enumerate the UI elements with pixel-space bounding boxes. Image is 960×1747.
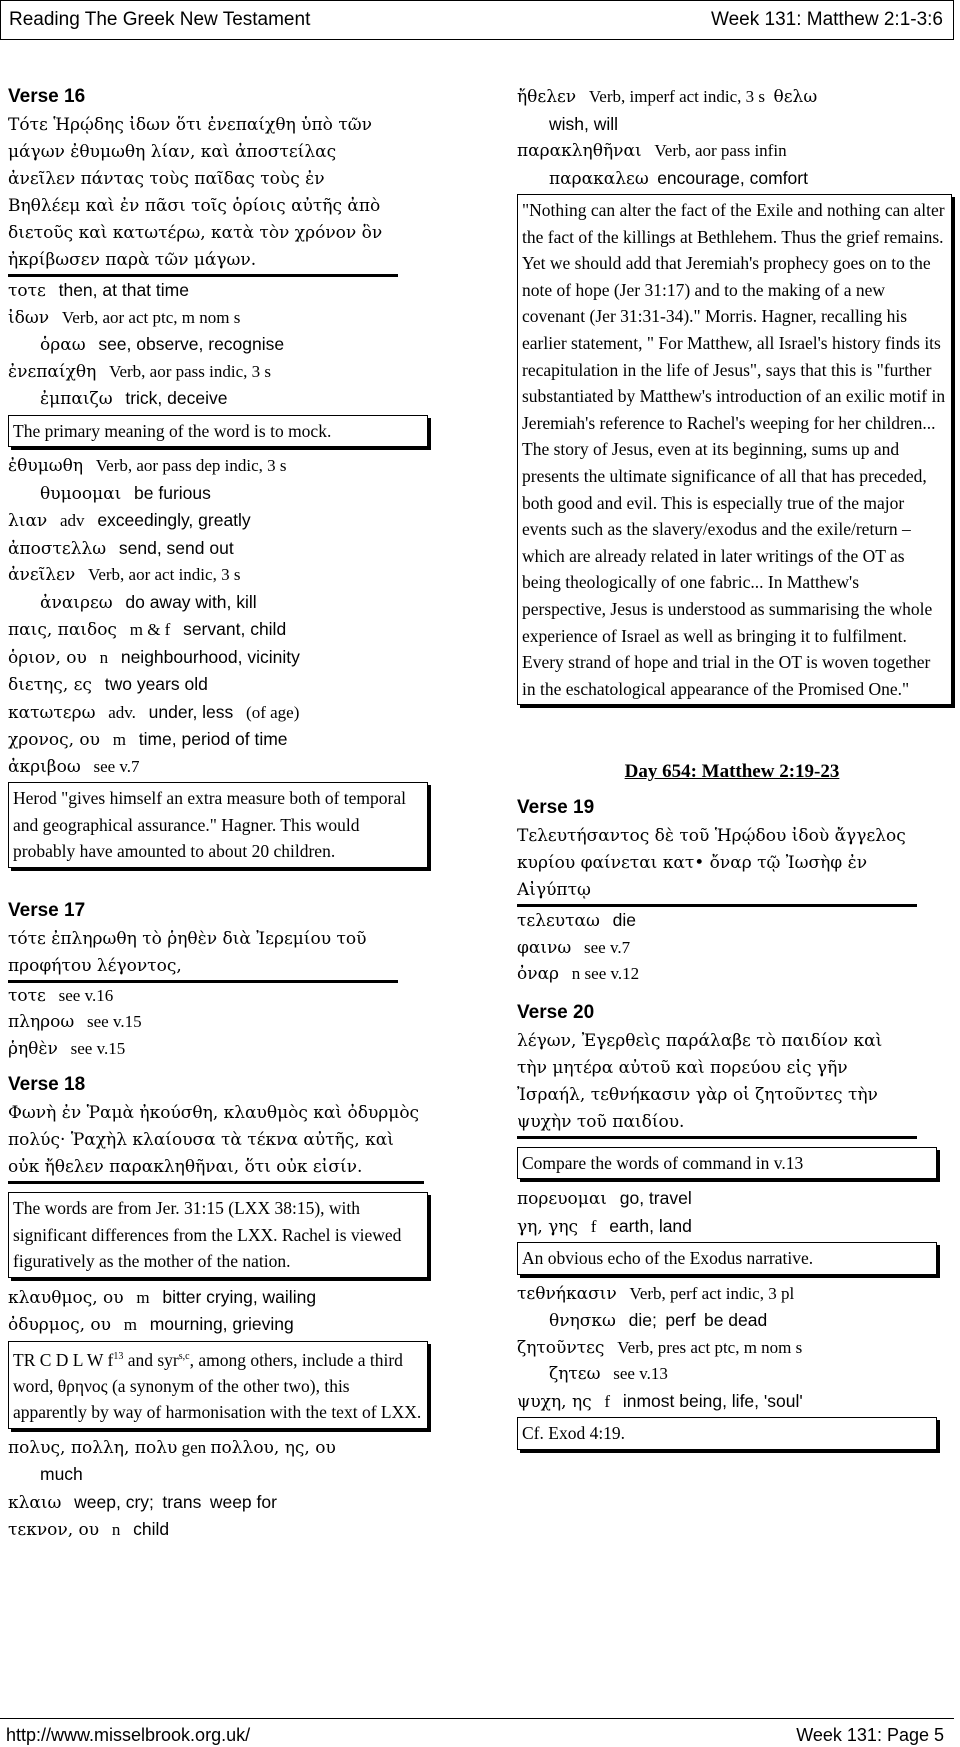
vocab-zetountes-meaning: ζητεω see v.13: [549, 1364, 668, 1385]
vocab-ethelen-meaning: wish, will: [549, 113, 619, 134]
verse18-note2: TR C D L W $f^{13}$ and syr$^{s,c}$, among others, include a third word, θρηνος (a synonym of the other two), this apparently by way of harmonisation with the text of LXX.: [8, 1341, 428, 1429]
vocab-row: ἰδων Verb, aor act ptc, m nom s: [8, 307, 241, 328]
verse16-note2: Herod "gives himself an extra measure both of temporal and geographical assurance." Hagner. This would probably have amounted to about 20 children.: [8, 782, 428, 868]
verse18-text: Φωνὴ ἐν Ῥαμὰ ἠκούσθη, κλαυθμὸς καὶ ὀδυρμὸς πολύς· Ῥαχὴλ κλαίουσα τὰ τέκνα αὐτῆς, καὶ οὐκ ἤθελεν παρακληθῆναι, ὅτι οὐκ εἰσίν.: [8, 1100, 424, 1184]
vocab-teknon: τεκνον, ου n child: [8, 1519, 170, 1541]
verse20-note3: Cf. Exod 4:19.: [517, 1417, 937, 1450]
vocab-row: τοτε then, at that time: [8, 280, 189, 301]
vocab-row-meaning: ὁραω see, observe, recognise: [40, 334, 285, 355]
vocab-row-meaning: θυμοομαι be furious: [40, 482, 211, 504]
vocab-row-meaning: ἀναιρεω do away with, kill: [40, 591, 257, 613]
verse20-vocab-a: [517, 1185, 947, 1240]
vocab-row: κλαυθμος, ου m bitter crying, wailing: [8, 1286, 317, 1308]
footer-page: Week 131: Page 5: [796, 1725, 944, 1745]
vocab-ethelen: ἤθελεν Verb, imperf act indic, 3 s θελω: [517, 87, 818, 107]
vocab-row: ἐθυμωθη Verb, aor pass dep indic, 3 s: [8, 456, 287, 476]
vocab-row: ῥηθὲν see v.15: [8, 1038, 126, 1059]
vocab-row: τοτε see v.16: [8, 985, 114, 1006]
vocab-paraklethenai: παρακληθῆναι Verb, aor pass infin: [517, 141, 787, 161]
left-column: [8, 86, 438, 1544]
verse16-heading: Verse 16: [8, 86, 86, 107]
vocab-paraklethenai-meaning: παρακαλεω encourage, comfort: [549, 167, 808, 189]
right-commentary-note: "Nothing can alter the fact of the Exile and nothing can alter the fact of the killings at Bethlehem. Thus the grief remains. Yet we should add that Jeremiah's prophecy goes on to the note of hope (Jer 31:17) and to the making of a new covenant (Jer 31:31-34)." Morris. Hagner, recalling his earlier statement, " For Matthew, all Israel's history finds its recapitulation in the life of Jesus", says that this is "further substantiated by Matthew's introduction of an exilic motif in Jeremiah's reference to Rachel's weeping for her children... The story of Jesus, even at its beginning, sums up and presents the ultimate significance of all that has preceded, both good and evil. This is especially true of the major events such as the slavery/exodus and the exile/return – which are already related in later writings of the OT as being theologically of one fabric... In Matthew's perspective, Jesus is understood as summarising the whole experience of Israel as well as bringing it to fulfilment. Every strand of hope and trial in the OT is woven together in the eschatological appearance of the Promised One.": [517, 194, 952, 705]
verse19-vocab: [517, 907, 947, 988]
vocab-row: ὀναρ n see v.12: [517, 964, 640, 985]
vocab-row: ἀνεῖλεν Verb, aor act indic, 3 s: [8, 565, 241, 585]
vocab-row: ὁριον, ου n neighbourhood, vicinity: [8, 646, 300, 668]
verse17-text: τότε ἐπληρωθη τὸ ῥηθὲν διὰ Ἰερεμίου τοῦ προφήτου λέγοντος,: [8, 926, 398, 983]
vocab-klaio: κλαιω weep, cry; trans weep for: [8, 1491, 277, 1513]
verse19-heading: Verse 19: [517, 797, 595, 819]
header-week: Week 131: Matthew 2:1-3:6: [711, 9, 943, 30]
vocab-row: ἐνεπαίχθη Verb, aor pass indic, 3 s: [8, 361, 272, 382]
verse19-text: Τελευτήσαντος δὲ τοῦ Ἡρῴδου ἰδοὺ ἄγγελος κυρίου φαίνεται κατ• ὄναρ τῷ Ἰωσὴφ ἐν Αἰγύπτῳ: [517, 823, 917, 907]
vocab-zetountes: ζητοῦντες Verb, pres act ptc, m nom s: [517, 1337, 803, 1358]
vocab-row: χρονος, ου m time, period of time: [8, 729, 288, 750]
footer-url: http://www.misselbrook.org.uk/: [6, 1725, 251, 1745]
vocab-polus-meaning: much: [40, 1464, 83, 1485]
verse20-text: λέγων, Ἐγερθεὶς παράλαβε τὸ παιδίον καὶ τὴν μητέρα αὐτοῦ καὶ πορεύου εἰς γῆν Ἰσραήλ, τεθνήκασιν γὰρ οἱ ζητοῦντες τὴν ψυχὴν τοῦ παιδίου.: [517, 1028, 917, 1139]
vocab-row: κατωτερω adv. under, less (of age): [8, 701, 300, 723]
verse18-heading: Verse 18: [8, 1074, 86, 1095]
right-column: [517, 84, 947, 1456]
vocab-row: φαινω see v.7: [517, 937, 631, 958]
vocab-row-meaning: ἐμπαιζω trick, deceive: [40, 388, 228, 409]
vocab-row: λιαν adv exceedingly, greatly: [8, 510, 251, 531]
verse18-vocab-a: [8, 1284, 438, 1339]
vocab-row: τελευταω die: [517, 910, 636, 932]
vocab-row: πληροω see v.15: [8, 1012, 142, 1032]
verse16-vocab-a: [8, 277, 438, 413]
page-header: [0, 0, 954, 40]
vocab-row: γη, γης f earth, land: [517, 1215, 692, 1237]
verse16-note1: The primary meaning of the word is to mock.: [8, 415, 428, 448]
verse18-note1: The words are from Jer. 31:15 (LXX 38:15), with significant differences from the LXX. Rachel is viewed figuratively as the mother of the nation.: [8, 1192, 428, 1278]
vocab-psyche: ψυχη, ης f inmost being, life, 'soul': [517, 1390, 803, 1412]
header-title: Reading The Greek New Testament: [9, 9, 311, 30]
verse20-note1: Compare the words of command in v.13: [517, 1147, 937, 1180]
vocab-tethnekasin: τεθνήκασιν Verb, perf act indic, 3 pl: [517, 1283, 795, 1304]
vocab-row: διετης, ες two years old: [8, 674, 208, 695]
verse16-vocab-b: [8, 453, 438, 780]
vocab-row: ὀδυρμος, ου m mourning, grieving: [8, 1314, 294, 1335]
verse17-vocab: [8, 983, 438, 1063]
verse16-text: Τότε Ἡρῴδης ἰδων ὅτι ἐνεπαίχθη ὑπὸ τῶν μάγων ἐθυμωθη λίαν, καὶ ἀποστείλας ἀνεῖλεν πάντας τοὺς παῖδας τοὺς ἐν Βηθλέεμ καὶ ἐν πᾶσι τοῖς ὁρίοις αὐτῆς ἀπὸ διετοῦς καὶ κατωτέρω, κατὰ τὸν χρόνον ὃν ἠκρίβωσεν παρὰ τῶν μάγων.: [8, 112, 398, 277]
vocab-tethnekasin-meaning: θνησκω die; perf be dead: [549, 1310, 768, 1332]
verse20-heading: Verse 20: [517, 1001, 595, 1023]
vocab-row: παις, παιδος m & f servant, child: [8, 619, 287, 640]
day-heading: Day 654: Matthew 2:19-23: [624, 761, 840, 783]
verse17-heading: Verse 17: [8, 899, 86, 921]
page-footer: [0, 1718, 954, 1747]
vocab-row: ἀκριβοω see v.7: [8, 756, 140, 777]
vocab-polus: πολυς, πολλη, πολυ gen πολλου, ης, ου: [8, 1437, 336, 1458]
vocab-row: ἀποστελλω send, send out: [8, 537, 234, 559]
verse20-note2: An obvious echo of the Exodus narrative.: [517, 1242, 937, 1275]
vocab-row: πορευομαι go, travel: [517, 1188, 692, 1210]
